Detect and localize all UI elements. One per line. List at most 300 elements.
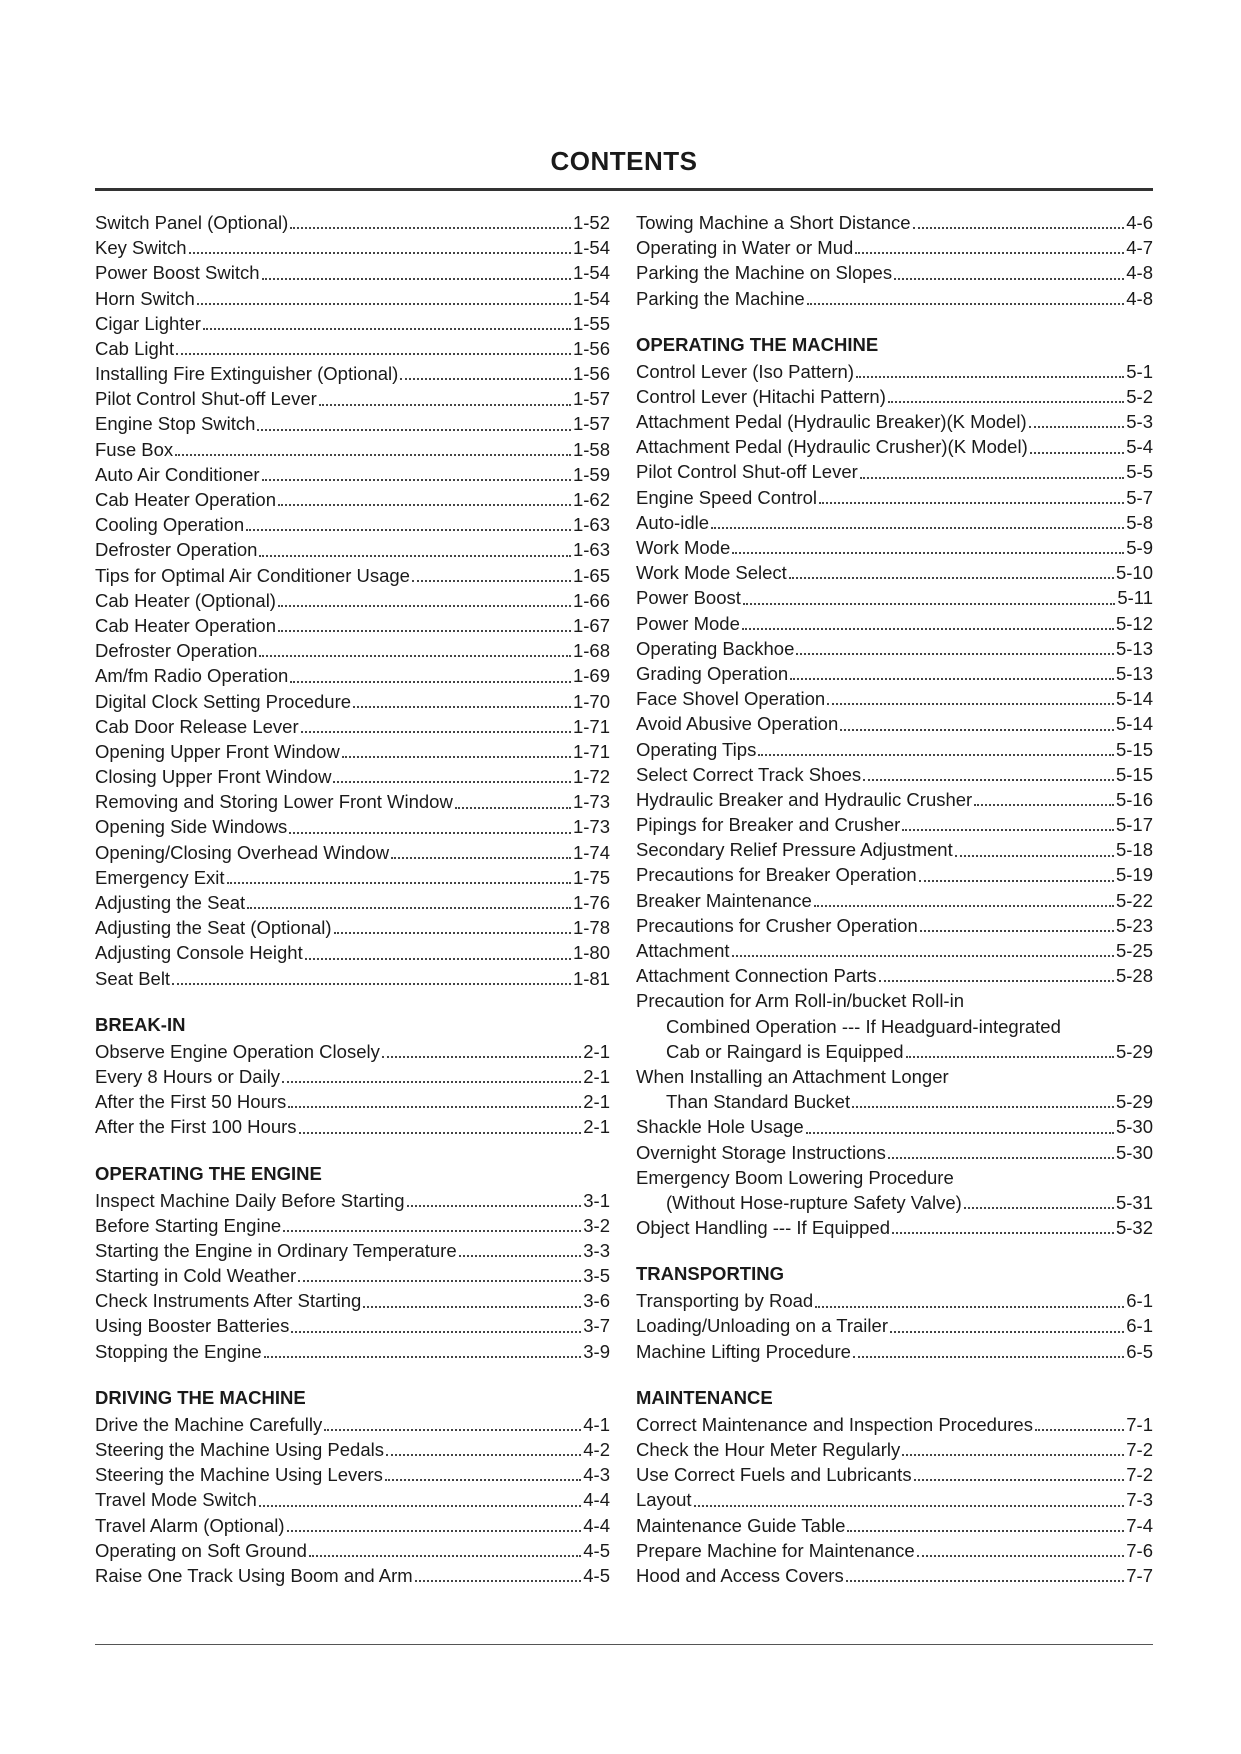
toc-entry-title: Drive the Machine Carefully — [95, 1413, 323, 1435]
toc-entry-title: Select Correct Track Shoes — [636, 763, 862, 785]
toc-entry[interactable] — [95, 588, 610, 613]
toc-entry-title: Engine Stop Switch — [95, 413, 256, 435]
toc-entry-title: Power Mode — [636, 612, 740, 634]
dot-leader — [819, 502, 1124, 504]
dot-leader — [309, 1555, 581, 1557]
toc-entry[interactable] — [95, 1437, 610, 1462]
toc-entry-page: 5-30 — [1115, 1141, 1153, 1163]
toc-entry-title: Closing Upper Front Window — [95, 766, 332, 788]
toc-entry-page: 3-5 — [583, 1265, 610, 1287]
toc-list — [636, 1288, 1153, 1364]
dot-leader — [259, 1505, 581, 1507]
toc-entry-title: Avoid Abusive Operation — [636, 713, 839, 735]
toc-entry[interactable] — [636, 1140, 1153, 1165]
toc-entry-page: 1-59 — [572, 463, 610, 485]
toc-entry[interactable] — [95, 966, 610, 991]
dot-leader — [743, 603, 1115, 605]
toc-entry-page: 1-73 — [572, 816, 610, 838]
toc-entry[interactable] — [95, 940, 610, 965]
toc-entry-page: 5-3 — [1126, 411, 1153, 433]
toc-entry-title: Opening Side Windows — [95, 816, 288, 838]
dot-leader — [290, 681, 571, 683]
toc-entry[interactable] — [636, 1563, 1153, 1588]
toc-entry[interactable] — [95, 1213, 610, 1238]
toc-entry[interactable] — [636, 888, 1153, 913]
dot-leader — [324, 1429, 581, 1431]
toc-entry[interactable] — [95, 210, 610, 235]
toc-entry[interactable] — [95, 1487, 610, 1512]
toc-entry-page: 4-1 — [583, 1413, 610, 1435]
toc-entry[interactable] — [95, 890, 610, 915]
dot-leader — [262, 278, 571, 280]
toc-entry[interactable] — [95, 789, 610, 814]
toc-entry-page: 5-11 — [1117, 587, 1153, 609]
dot-leader — [259, 655, 571, 657]
toc-entry[interactable] — [95, 1238, 610, 1263]
toc-entry-page: 6-5 — [1126, 1340, 1153, 1362]
toc-entry-page: 7-3 — [1126, 1489, 1153, 1511]
toc-entry-page: 5-13 — [1115, 662, 1153, 684]
toc-entry-title: Shackle Hole Usage — [636, 1116, 804, 1138]
toc-entry-page: 5-15 — [1115, 763, 1153, 785]
dot-leader — [259, 555, 571, 557]
toc-entry-page: 5-15 — [1115, 738, 1153, 760]
toc-entry-title: Pilot Control Shut-off Lever — [95, 388, 317, 410]
dot-leader — [334, 932, 571, 934]
toc-entry[interactable] — [636, 560, 1153, 585]
toc-entry[interactable] — [636, 762, 1153, 787]
dot-leader — [175, 454, 571, 456]
toc-entry[interactable] — [95, 487, 610, 512]
toc-entry-page: 5-31 — [1115, 1191, 1153, 1213]
dot-leader — [855, 252, 1124, 254]
toc-entry[interactable] — [636, 812, 1153, 837]
dot-leader — [247, 907, 571, 909]
dot-leader — [290, 227, 571, 229]
dot-leader — [902, 1454, 1124, 1456]
toc-entry-page: 7-7 — [1126, 1564, 1153, 1586]
toc-entry[interactable] — [95, 235, 610, 260]
toc-entry-page: 6-1 — [1126, 1290, 1153, 1312]
dot-leader — [742, 628, 1114, 630]
toc-entry-page: 4-3 — [583, 1464, 610, 1486]
toc-entry[interactable] — [95, 689, 610, 714]
toc-entry[interactable] — [95, 260, 610, 285]
dot-leader — [815, 1306, 1124, 1308]
toc-entry[interactable] — [636, 1412, 1153, 1437]
toc-entry-title: Prepare Machine for Maintenance — [636, 1539, 915, 1561]
toc-entry-title: Fuse Box — [95, 438, 174, 460]
dot-leader — [227, 882, 571, 884]
dot-leader — [847, 1530, 1124, 1532]
toc-entry[interactable] — [95, 386, 610, 411]
toc-entry[interactable] — [95, 512, 610, 537]
toc-entry[interactable] — [636, 1314, 1153, 1339]
toc-entry-title: Auto-idle — [636, 511, 710, 533]
toc-entry-page: 5-12 — [1115, 612, 1153, 634]
toc-entry-title: Defroster Operation — [95, 539, 258, 561]
toc-entry[interactable] — [636, 837, 1153, 862]
toc-entry[interactable] — [95, 563, 610, 588]
toc-entry-page: 5-5 — [1126, 461, 1153, 483]
toc-entry[interactable] — [636, 1513, 1153, 1538]
toc-entry-page: 1-69 — [572, 665, 610, 687]
dot-leader — [353, 706, 571, 708]
toc-entry-page: 5-1 — [1126, 360, 1153, 382]
toc-entry[interactable] — [636, 384, 1153, 409]
toc-entry-title: Object Handling --- If Equipped — [636, 1217, 890, 1239]
toc-entry-page: 1-68 — [572, 640, 610, 662]
dot-leader — [1030, 452, 1125, 454]
toc-list — [95, 1188, 610, 1364]
toc-entry-page: 4-2 — [583, 1439, 610, 1461]
toc-entry-title: Travel Alarm (Optional) — [95, 1514, 285, 1536]
dot-leader — [846, 1580, 1125, 1582]
toc-entry[interactable] — [636, 460, 1153, 485]
toc-entry-title: Horn Switch — [95, 287, 195, 309]
toc-entry-page: 1-67 — [572, 614, 610, 636]
toc-entry-page: 4-7 — [1126, 237, 1153, 259]
toc-entry-page: 1-54 — [572, 262, 610, 284]
toc-entry-page: 1-54 — [572, 287, 610, 309]
toc-entry-page: 5-7 — [1126, 486, 1153, 508]
toc-entry[interactable] — [95, 613, 610, 638]
toc-entry[interactable] — [636, 1538, 1153, 1563]
toc-entry[interactable] — [636, 913, 1153, 938]
toc-list — [95, 1412, 610, 1588]
toc-entry-title: Breaker Maintenance — [636, 889, 812, 911]
dot-leader — [732, 552, 1124, 554]
toc-entry[interactable] — [636, 1288, 1153, 1313]
toc-entry[interactable] — [95, 1412, 610, 1437]
toc-entry-page: 5-14 — [1115, 713, 1153, 735]
toc-entry-page: 4-4 — [583, 1489, 610, 1511]
toc-entry-title: Grading Operation — [636, 662, 789, 684]
toc-entry-page: 5-29 — [1115, 1040, 1153, 1062]
toc-entry-page: 3-3 — [583, 1239, 610, 1261]
toc-entry-page: 4-5 — [583, 1539, 610, 1561]
toc-entry-title: Power Boost Switch — [95, 262, 260, 284]
toc-entry-page: 4-4 — [583, 1514, 610, 1536]
dot-leader — [333, 781, 570, 783]
toc-list — [636, 1114, 1153, 1164]
toc-entry[interactable] — [95, 1114, 610, 1139]
toc-entry-title: After the First 100 Hours — [95, 1116, 297, 1138]
dot-leader — [319, 404, 571, 406]
toc-entry[interactable] — [636, 1487, 1153, 1512]
toc-entry-title: Hydraulic Breaker and Hydraulic Crusher — [636, 788, 973, 810]
toc-entry-title: Tips for Optimal Air Conditioner Usage — [95, 564, 410, 586]
section-heading: BREAK-IN — [95, 1013, 186, 1035]
toc-entry-title: Precautions for Crusher Operation — [636, 914, 918, 936]
toc-entry[interactable] — [95, 1263, 610, 1288]
dot-leader — [391, 857, 571, 859]
toc-entry-title: Secondary Relief Pressure Adjustment — [636, 839, 953, 861]
toc-entry-page: 1-71 — [572, 740, 610, 762]
toc-entry[interactable] — [636, 611, 1153, 636]
toc-entry[interactable] — [95, 1089, 610, 1114]
dot-leader — [301, 731, 571, 733]
toc-entry-title: Cigar Lighter — [95, 312, 201, 334]
dot-leader — [298, 1280, 581, 1282]
dot-leader — [385, 1479, 581, 1481]
toc-entry-multiline[interactable] — [636, 1165, 1153, 1215]
toc-entry-page: 5-28 — [1115, 965, 1153, 987]
toc-entry-page: 5-30 — [1115, 1116, 1153, 1138]
toc-entry[interactable] — [95, 1339, 610, 1364]
dot-leader — [278, 605, 571, 607]
toc-entry-page: 1-54 — [572, 237, 610, 259]
toc-entry[interactable] — [636, 938, 1153, 963]
dot-leader — [455, 807, 571, 809]
toc-entry-title: Opening Upper Front Window — [95, 740, 340, 762]
toc-entry-title: Key Switch — [95, 237, 187, 259]
toc-entry[interactable] — [636, 963, 1153, 988]
toc-entry-title: Work Mode Select — [636, 562, 787, 584]
toc-entry[interactable] — [95, 1188, 610, 1213]
toc-entry-page: 1-81 — [572, 967, 610, 989]
toc-entry-title: Attachment — [636, 940, 730, 962]
toc-entry[interactable] — [636, 210, 1153, 235]
toc-entry[interactable] — [636, 711, 1153, 736]
toc-entry-page: 3-6 — [583, 1290, 610, 1312]
toc-entry-page: 5-25 — [1115, 940, 1153, 962]
dot-leader — [342, 756, 571, 758]
toc-entry[interactable] — [95, 739, 610, 764]
toc-entry[interactable] — [95, 1563, 610, 1588]
right-column — [636, 210, 1153, 1588]
toc-entry-title: Cab Door Release Lever — [95, 715, 299, 737]
dot-leader — [407, 1205, 582, 1207]
toc-entry[interactable] — [636, 585, 1153, 610]
dot-leader — [278, 504, 571, 506]
toc-entry[interactable] — [95, 412, 610, 437]
dot-leader — [789, 577, 1114, 579]
toc-entry[interactable] — [636, 1437, 1153, 1462]
toc-entry[interactable] — [95, 815, 610, 840]
toc-entry-title: Emergency Exit — [95, 866, 225, 888]
toc-entry[interactable] — [95, 1039, 610, 1064]
dot-leader — [176, 353, 571, 355]
toc-entry-page: 5-14 — [1115, 688, 1153, 710]
dot-leader — [852, 1106, 1114, 1108]
toc-entry-page: 5-8 — [1126, 511, 1153, 533]
toc-entry-title: Every 8 Hours or Daily — [95, 1065, 281, 1087]
dot-leader — [257, 429, 571, 431]
toc-entry-multiline[interactable] — [636, 1064, 1153, 1114]
toc-entry-title: Power Boost — [636, 587, 741, 609]
toc-entry-page: 7-6 — [1126, 1539, 1153, 1561]
toc-entry-page: 1-80 — [572, 942, 610, 964]
toc-entry[interactable] — [636, 286, 1153, 311]
toc-entry-page: 3-1 — [583, 1189, 610, 1211]
toc-entry[interactable] — [95, 1064, 610, 1089]
toc-entry-page: 1-78 — [572, 917, 610, 939]
toc-entry-title: Control Lever (Hitachi Pattern) — [636, 385, 886, 407]
dot-leader — [853, 1356, 1124, 1358]
toc-entry-title: Layout — [636, 1489, 692, 1511]
toc-entry[interactable] — [636, 510, 1153, 535]
section-heading: OPERATING THE MACHINE — [636, 333, 879, 355]
footer-rule — [95, 1644, 1153, 1645]
toc-entry[interactable] — [95, 663, 610, 688]
dot-leader — [732, 955, 1114, 957]
toc-entry[interactable] — [636, 1215, 1153, 1240]
dot-leader — [459, 1255, 582, 1257]
toc-entry-title: Seat Belt — [95, 967, 171, 989]
toc-entry-page: 5-16 — [1115, 788, 1153, 810]
toc-entry-page: 5-19 — [1115, 864, 1153, 886]
toc-entry-title: Travel Mode Switch — [95, 1489, 257, 1511]
dot-leader — [246, 529, 571, 531]
toc-entry[interactable] — [636, 1339, 1153, 1364]
dot-leader — [919, 880, 1114, 882]
toc-entry-page: 5-9 — [1126, 537, 1153, 559]
toc-entry-page: 5-32 — [1115, 1217, 1153, 1239]
dot-leader — [906, 1056, 1114, 1058]
toc-entry[interactable] — [636, 434, 1153, 459]
toc-entry-page: 2-1 — [583, 1116, 610, 1138]
dot-leader — [856, 376, 1124, 378]
toc-list — [636, 210, 1153, 311]
toc-entry-multiline[interactable] — [636, 988, 1153, 1064]
toc-entry-page: 1-57 — [572, 413, 610, 435]
dot-leader — [888, 1157, 1114, 1159]
toc-entry-page: 5-10 — [1115, 562, 1153, 584]
dot-leader — [386, 1454, 581, 1456]
toc-entry[interactable] — [636, 863, 1153, 888]
toc-entry-page: 7-4 — [1126, 1514, 1153, 1536]
toc-entry-title: Starting the Engine in Ordinary Temperature — [95, 1239, 457, 1261]
toc-entry-title: Transporting by Road — [636, 1290, 814, 1312]
toc-entry-page: 1-75 — [572, 866, 610, 888]
toc-entry-page: 5-13 — [1115, 637, 1153, 659]
page-title: CONTENTS — [550, 146, 698, 176]
toc-entry[interactable] — [95, 638, 610, 663]
dot-leader — [860, 477, 1124, 479]
toc-entry-title: Raise One Track Using Boom and Arm — [95, 1564, 413, 1586]
dot-leader — [305, 958, 571, 960]
toc-entry-title: Cooling Operation — [95, 514, 245, 536]
toc-entry-title: Emergency Boom Lowering Procedure — [636, 1166, 954, 1188]
dot-leader — [888, 401, 1124, 403]
toc-entry-title: Cab Heater (Optional) — [95, 589, 276, 611]
toc-entry-page: 1-56 — [572, 363, 610, 385]
toc-entry[interactable] — [95, 537, 610, 562]
dot-leader — [892, 1232, 1114, 1234]
toc-entry-page: 7-2 — [1126, 1464, 1153, 1486]
dot-leader — [289, 832, 571, 834]
toc-entry-title: Correct Maintenance and Inspection Procedures — [636, 1413, 1033, 1435]
toc-entry[interactable] — [95, 764, 610, 789]
toc-entry[interactable] — [95, 840, 610, 865]
toc-entry-page: 1-70 — [572, 690, 610, 712]
toc-entry-page: 1-56 — [572, 337, 610, 359]
toc-list — [636, 359, 1153, 989]
toc-entry[interactable] — [95, 462, 610, 487]
toc-entry-page: 1-73 — [572, 791, 610, 813]
toc-entry[interactable] — [636, 636, 1153, 661]
dot-leader — [807, 303, 1125, 305]
toc-entry-title: Adjusting the Seat — [95, 892, 246, 914]
toc-entry[interactable] — [636, 1114, 1153, 1139]
toc-entry-page: 1-76 — [572, 892, 610, 914]
dot-leader — [299, 1132, 582, 1134]
toc-entry-title: Face Shovel Operation — [636, 688, 826, 710]
toc-entry[interactable] — [95, 865, 610, 890]
toc-entry-title: Engine Speed Control — [636, 486, 818, 508]
toc-entry-page: 5-17 — [1115, 814, 1153, 836]
toc-entry-title: Use Correct Fuels and Lubricants — [636, 1464, 912, 1486]
toc-entry-title: Cab Heater Operation — [95, 489, 276, 511]
toc-entry[interactable] — [636, 260, 1153, 285]
toc-entry-page: 5-23 — [1115, 914, 1153, 936]
toc-entry-page: 5-18 — [1115, 839, 1153, 861]
toc-entry-page: 5-22 — [1115, 889, 1153, 911]
dot-leader — [913, 227, 1125, 229]
toc-entry-title: Hood and Access Covers — [636, 1564, 844, 1586]
toc-entry[interactable] — [636, 686, 1153, 711]
toc-entry[interactable] — [636, 409, 1153, 434]
toc-entry-title: Parking the Machine — [636, 287, 805, 309]
toc-entry-title: Attachment Pedal (Hydraulic Crusher)(K Model) — [636, 436, 1028, 458]
dot-leader — [172, 983, 571, 985]
toc-entry[interactable] — [95, 1462, 610, 1487]
dot-leader — [902, 829, 1114, 831]
toc-entry[interactable] — [95, 1513, 610, 1538]
toc-entry[interactable] — [95, 286, 610, 311]
toc-entry[interactable] — [636, 787, 1153, 812]
dot-leader — [412, 580, 571, 582]
toc-entry-title: Operating in Water or Mud — [636, 237, 854, 259]
toc-entry-title: Adjusting Console Height — [95, 942, 303, 964]
toc-entry[interactable] — [95, 1538, 610, 1563]
toc-entry-title: Control Lever (Iso Pattern) — [636, 360, 854, 382]
toc-entry[interactable] — [95, 1314, 610, 1339]
toc-list — [95, 1039, 610, 1140]
toc-entry[interactable] — [95, 336, 610, 361]
dot-leader — [964, 1207, 1114, 1209]
toc-entry-title: Precaution for Arm Roll-in/bucket Roll-in — [636, 990, 964, 1012]
toc-entry[interactable] — [95, 437, 610, 462]
toc-entry-title: Removing and Storing Lower Front Window — [95, 791, 453, 813]
toc-entry[interactable] — [636, 661, 1153, 686]
toc-entry-page: 1-63 — [572, 539, 610, 561]
dot-leader — [796, 653, 1114, 655]
toc-entry[interactable] — [95, 714, 610, 739]
toc-entry-title: Machine Lifting Procedure — [636, 1340, 851, 1362]
toc-entry-page: 1-71 — [572, 715, 610, 737]
toc-entry[interactable] — [95, 311, 610, 336]
dot-leader — [814, 905, 1114, 907]
toc-entry[interactable] — [636, 1462, 1153, 1487]
toc-list — [636, 1215, 1153, 1240]
toc-entry-page: 4-5 — [583, 1564, 610, 1586]
toc-entry[interactable] — [636, 737, 1153, 762]
toc-entry[interactable] — [636, 535, 1153, 560]
toc-entry-title: After the First 50 Hours — [95, 1091, 287, 1113]
toc-entry[interactable] — [636, 485, 1153, 510]
toc-entry[interactable] — [95, 361, 610, 386]
toc-entry-title: Observe Engine Operation Closely — [95, 1040, 380, 1062]
toc-entry[interactable] — [95, 1288, 610, 1313]
toc-entry[interactable] — [95, 915, 610, 940]
toc-entry[interactable] — [636, 359, 1153, 384]
toc-entry-title: Parking the Machine on Slopes — [636, 262, 893, 284]
dot-leader — [1035, 1429, 1124, 1431]
toc-entry[interactable] — [636, 235, 1153, 260]
toc-entry-title: Auto Air Conditioner — [95, 463, 260, 485]
